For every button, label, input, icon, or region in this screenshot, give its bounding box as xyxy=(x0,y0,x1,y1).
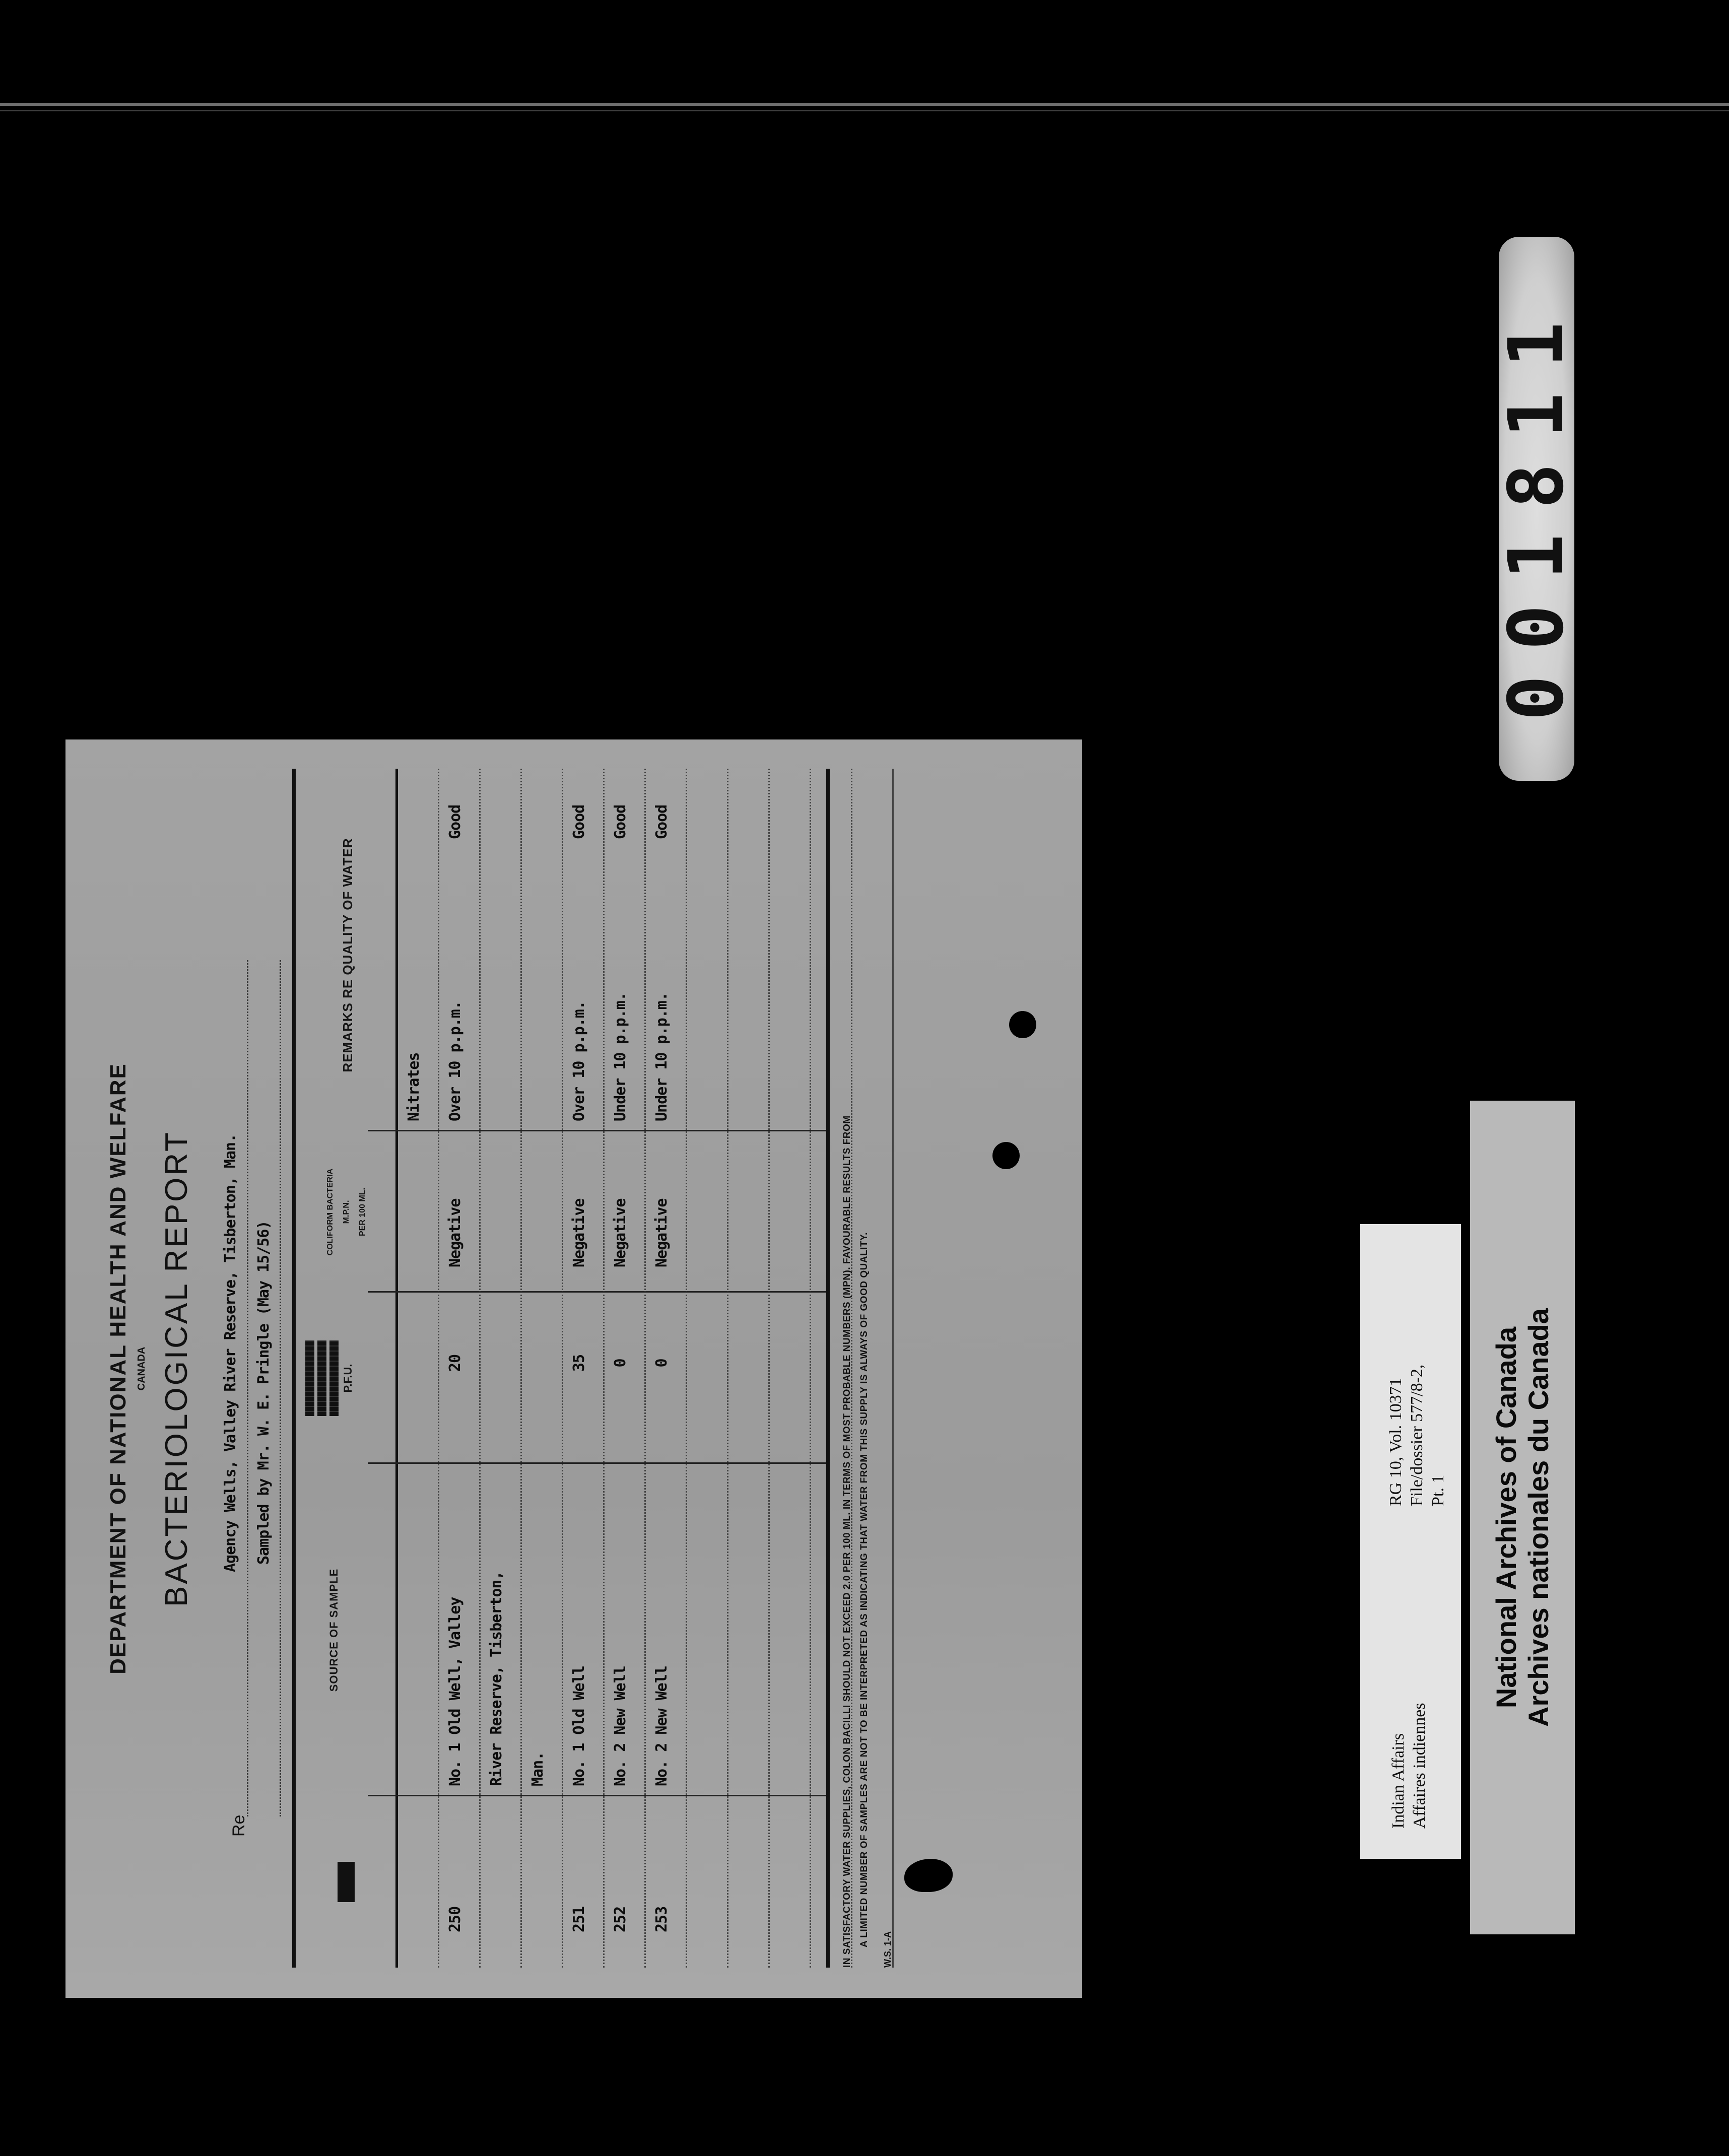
row-source: No. 2 New Well xyxy=(612,1666,629,1786)
label-line: Affaires indiennes xyxy=(1410,1703,1429,1829)
row-quality: Good xyxy=(653,804,671,839)
re-dotted-line xyxy=(247,960,248,1816)
row-plate-count: 20 xyxy=(446,1354,464,1372)
country-heading: CANADA xyxy=(136,1346,147,1391)
row-remarks: Over 10 p.p.m. xyxy=(446,1001,464,1121)
row-plate-count: 0 xyxy=(612,1359,629,1368)
coliform-header-line: PER 100 ML. xyxy=(358,1187,367,1237)
label-line: Pt. 1 xyxy=(1429,1474,1447,1506)
row-quality: Good xyxy=(446,804,464,839)
table-row xyxy=(605,769,646,1968)
struck-out-text xyxy=(305,1340,314,1416)
coliform-header-line: M.P.N. xyxy=(342,1200,351,1224)
row-coliform: Negative xyxy=(446,1198,464,1267)
archive-reference-label xyxy=(1360,1224,1461,1859)
coliform-column-header xyxy=(322,1131,371,1293)
row-date: 252 xyxy=(612,1906,629,1932)
row-quality: Good xyxy=(612,804,629,839)
row-remarks: Over 10 p.p.m. xyxy=(570,1001,588,1121)
struck-out-text xyxy=(329,1340,339,1416)
report-title: BACTERIOLOGICAL REPORT xyxy=(159,1130,194,1607)
ink-blot xyxy=(904,1859,953,1892)
coliform-header-line: COLIFORM BACTERIA xyxy=(326,1168,335,1256)
archives-name-fr: Archives nationales du Canada xyxy=(1522,1308,1554,1727)
archives-name xyxy=(1470,1101,1575,1934)
footnote-line: A LIMITED NUMBER OF SAMPLES ARE NOT TO BE INTERPRETED AS INDICATING THAT WATER FROM THIS SUPPLY IS ALWAYS OF GOOD QUALITY. xyxy=(859,1232,870,1947)
archives-name-strip xyxy=(1470,1101,1575,1934)
table-top-rule xyxy=(292,769,296,1968)
sampled-by: Sampled by Mr. W. E. Pringle (May 15/56) xyxy=(255,1221,273,1565)
report-page xyxy=(65,739,1082,1998)
table-row xyxy=(398,769,439,1968)
redacted-header-block xyxy=(338,1862,355,1902)
footnote xyxy=(839,769,873,1968)
row-date: 253 xyxy=(653,1906,671,1932)
table-row xyxy=(522,769,563,1968)
row-date: 251 xyxy=(570,1906,588,1932)
row-coliform: Negative xyxy=(612,1198,629,1267)
date-column-header xyxy=(338,1796,358,1968)
struck-out-text xyxy=(317,1340,326,1416)
row-remarks: Nitrates xyxy=(405,1052,423,1121)
row-coliform: Negative xyxy=(570,1198,588,1267)
punch-hole xyxy=(992,1142,1020,1169)
row-source: Man. xyxy=(529,1751,547,1786)
report-form xyxy=(65,739,1082,1998)
table-row xyxy=(770,769,811,1968)
row-quality: Good xyxy=(570,804,588,839)
remarks-column-header: REMARKS RE QUALITY OF WATER xyxy=(340,838,355,1072)
row-remarks: Under 10 p.p.m. xyxy=(612,992,629,1121)
re-value: Agency Wells, Valley River Reserve, Tisberton, Man. xyxy=(222,1133,239,1572)
row-date: 250 xyxy=(446,1906,464,1932)
table-row xyxy=(481,769,522,1968)
source-column-header: SOURCE OF SAMPLE xyxy=(327,1568,340,1692)
row-remarks: Under 10 p.p.m. xyxy=(653,992,671,1121)
row-plate-count: 0 xyxy=(653,1359,671,1368)
row-plate-count: 35 xyxy=(570,1354,588,1372)
row-source: No. 1 Old Well, Valley xyxy=(446,1597,464,1786)
archives-name-en: National Archives of Canada xyxy=(1490,1326,1522,1709)
row-source: No. 2 New Well xyxy=(653,1666,671,1786)
archive-reference-text xyxy=(1360,1224,1461,1859)
film-edge-line-thin xyxy=(0,110,1729,111)
row-rule xyxy=(892,769,894,1968)
label-line: RG 10, Vol. 10371 xyxy=(1386,1378,1405,1506)
label-line: Indian Affairs xyxy=(1389,1733,1408,1829)
re-label: Re xyxy=(229,1814,248,1837)
sampled-dotted-line xyxy=(280,960,281,1816)
punch-hole xyxy=(1009,1011,1036,1038)
table-row xyxy=(687,769,728,1968)
film-edge-line xyxy=(0,103,1729,106)
label-line: File/dossier 577/8-2, xyxy=(1408,1364,1426,1506)
frame-number: 001811 xyxy=(1493,297,1580,721)
form-id: W.S. 1-A xyxy=(883,1931,893,1968)
plate-count-column-header xyxy=(302,1293,355,1464)
table-row xyxy=(646,769,687,1968)
footnote-line: IN SATISFACTORY WATER SUPPLIES, COLON BACILLI SHOULD NOT EXCEED 2.0 PER 100 ML. IN TERMS OF MOST PROBABLE NUMBERS (MPN). FAVOURABLE RESULTS FROM xyxy=(842,1115,852,1968)
table-row xyxy=(563,769,605,1968)
frame-number-plate xyxy=(1493,237,1580,781)
row-source: River Reserve, Tisberton, xyxy=(488,1571,505,1786)
table-row xyxy=(439,769,481,1968)
department-heading: DEPARTMENT OF NATIONAL HEALTH AND WELFARE xyxy=(106,1063,130,1674)
row-source: No. 1 Old Well xyxy=(570,1666,588,1786)
table-row xyxy=(728,769,770,1968)
row-coliform: Negative xyxy=(653,1198,671,1267)
plate-unit-label: P.F.U. xyxy=(342,1364,354,1393)
